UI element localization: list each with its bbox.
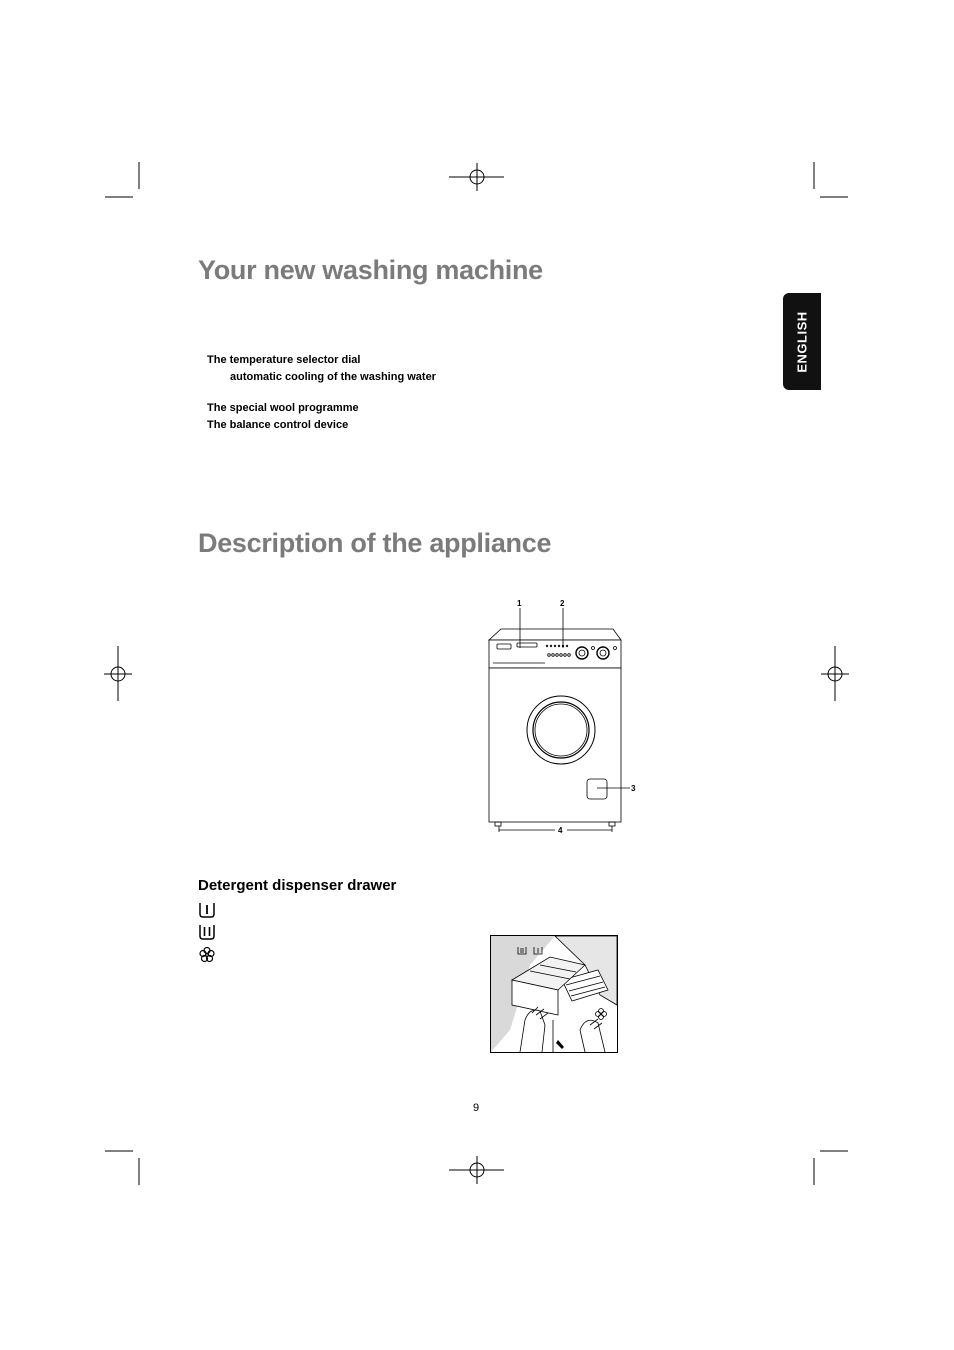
section-title-description: Description of the appliance <box>198 528 552 558</box>
feature-balance-control: The balance control device <box>207 419 349 431</box>
callout-3: 3 <box>631 784 636 793</box>
language-tab-label: ENGLISH <box>794 310 810 373</box>
callout-1: 1 <box>517 599 522 608</box>
callout-4: 4 <box>558 826 563 835</box>
feature-automatic-cooling: automatic cooling of the washing water <box>230 371 436 383</box>
page-number: 9 <box>473 1102 480 1114</box>
section-title-new-machine: Your new washing machine <box>198 255 543 285</box>
dispenser-heading: Detergent dispenser drawer <box>198 877 397 894</box>
main-wash-compartment-icon <box>198 924 216 940</box>
feature-wool-programme: The special wool programme <box>207 402 359 414</box>
feature-temperature-dial: The temperature selector dial <box>207 354 361 366</box>
softener-compartment-icon <box>198 946 216 964</box>
dispenser-drawer-illustration <box>490 935 618 1053</box>
callout-2: 2 <box>560 599 565 608</box>
language-tab <box>783 293 821 390</box>
prewash-compartment-icon <box>198 902 216 918</box>
washing-machine-illustration <box>485 596 645 841</box>
